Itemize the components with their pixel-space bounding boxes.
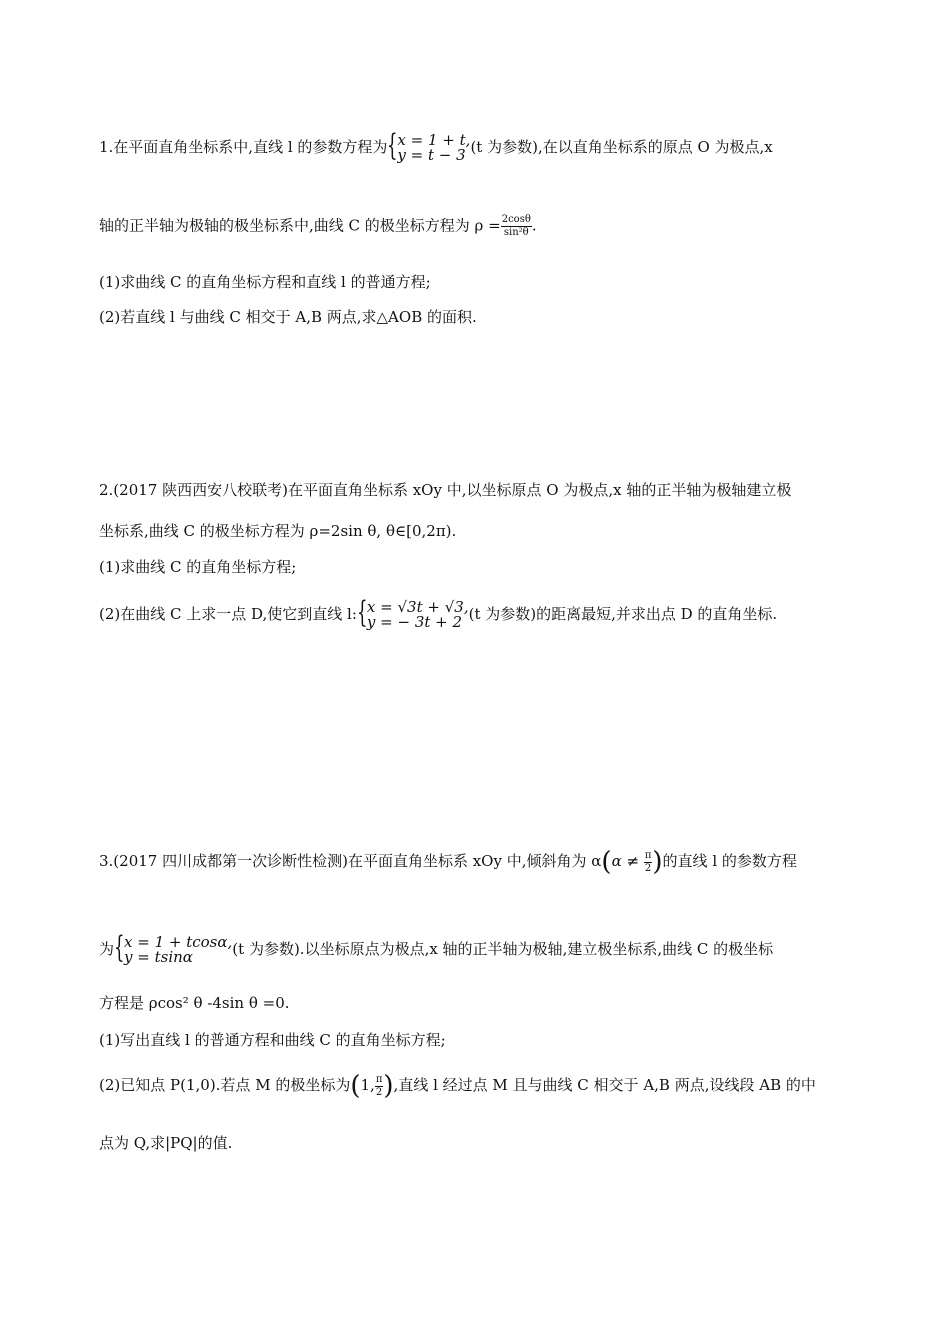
q3-line1-post: 的直线 l 的参数方程 — [662, 852, 797, 870]
q2-part2-pre: (2)在曲线 C 上求一点 D,使它到直线 l: — [99, 605, 357, 623]
q1-text-pre: 1.在平面直角坐标系中,直线 l 的参数方程为 — [99, 138, 388, 156]
q1-line1 — [99, 128, 773, 164]
q3-line1 — [99, 849, 797, 875]
q1-param-system: { x = 1 + t, y = t − 3 — [387, 128, 471, 164]
q1-part2: (2)若直线 l 与曲线 C 相交于 A,B 两点,求△AOB 的面积. — [99, 308, 477, 326]
q1-sys-row1: x = 1 + t, — [397, 131, 471, 149]
q1-polar-fraction: $\frac{2\cos\theta}{\text{sin²θ}}$ — [501, 214, 531, 238]
q3-param-system: { x = 1 + tcosα, y = tsinα — [114, 930, 233, 966]
q1-line2-pre: 轴的正半轴为极轴的极坐标系中,曲线 C 的极坐标方程为 ρ = — [99, 216, 501, 235]
q2-part2 — [99, 595, 778, 631]
q1-text-post: (t 为参数),在以直角坐标系的原点 O 为极点,x — [470, 138, 773, 156]
q3-angle-condition: (α ≠ $\frac{\pi}{2}$ ) — [601, 847, 663, 877]
q3-part2-post: ,直线 l 经过点 M 且与曲线 C 相交于 A,B 两点,设线段 AB 的中 — [393, 1076, 816, 1094]
q3-last-line: 点为 Q,求|PQ|的值. — [99, 1134, 233, 1152]
q2-sys-row2: y = − 3t + 2 — [366, 613, 463, 631]
q3-line3: 方程是 ρcos² θ -4sin θ =0. — [99, 994, 290, 1012]
q3-part1: (1)写出直线 l 的普通方程和曲线 C 的直角坐标方程; — [99, 1031, 446, 1049]
q2-param-system: { x = √3t + √3, y = − 3t + 2 — [356, 595, 469, 631]
q3-line2: 为 { x = 1 + tcosα, y = tsinα (t 为参数).以坐标原点为极点,x 轴的正半轴为极轴,建立极坐标系,曲线 C 的极坐标 — [99, 930, 774, 966]
q1-sys-row2: y = t − 3 — [397, 146, 466, 164]
q2-part2-post: (t 为参数)的距离最短,并求出点 D 的直角坐标. — [468, 605, 778, 623]
q2-part1: (1)求曲线 C 的直角坐标方程; — [99, 558, 297, 576]
q3-line1-pre: 3.(2017 四川成都第一次诊断性检测)在平面直角坐标系 xOy 中,倾斜角为 α — [99, 852, 602, 870]
q2-sys-row1: x = √3t + √3, — [366, 598, 469, 616]
q2-line2: 坐标系,曲线 C 的极坐标方程为 ρ=2sin θ, θ∈[0,2π). — [99, 522, 457, 540]
q1-line2: 轴的正半轴为极轴的极坐标系中,曲线 C 的极坐标方程为 ρ = $\frac{2\cos\theta}{\text{sin²θ}}$ . — [99, 214, 537, 238]
q1-part1: (1)求曲线 C 的直角坐标方程和直线 l 的普通方程; — [99, 273, 431, 291]
q3-sys-row2: y = tsinα — [124, 948, 193, 966]
q2-line1: 2.(2017 陕西西安八校联考)在平面直角坐标系 xOy 中,以坐标原点 O 为极点,x 轴的正半轴为极轴建立极 — [99, 481, 792, 499]
q3-part2: (2)已知点 P(1,0).若点 M 的极坐标为(1, $\frac{\pi}{2}$ ),直线 l 经过点 M 且与曲线 C 相交于 A,B 两点,设线段 AB 的中 — [99, 1071, 816, 1101]
q3-line2-post: (t 为参数).以坐标原点为极点,x 轴的正半轴为极轴,建立极坐标系,曲线 C 的极坐标 — [232, 940, 774, 958]
q3-m-coordinate: (1, $\frac{\pi}{2}$ ) — [350, 1071, 394, 1101]
q3-sys-row1: x = 1 + tcosα, — [124, 933, 233, 951]
